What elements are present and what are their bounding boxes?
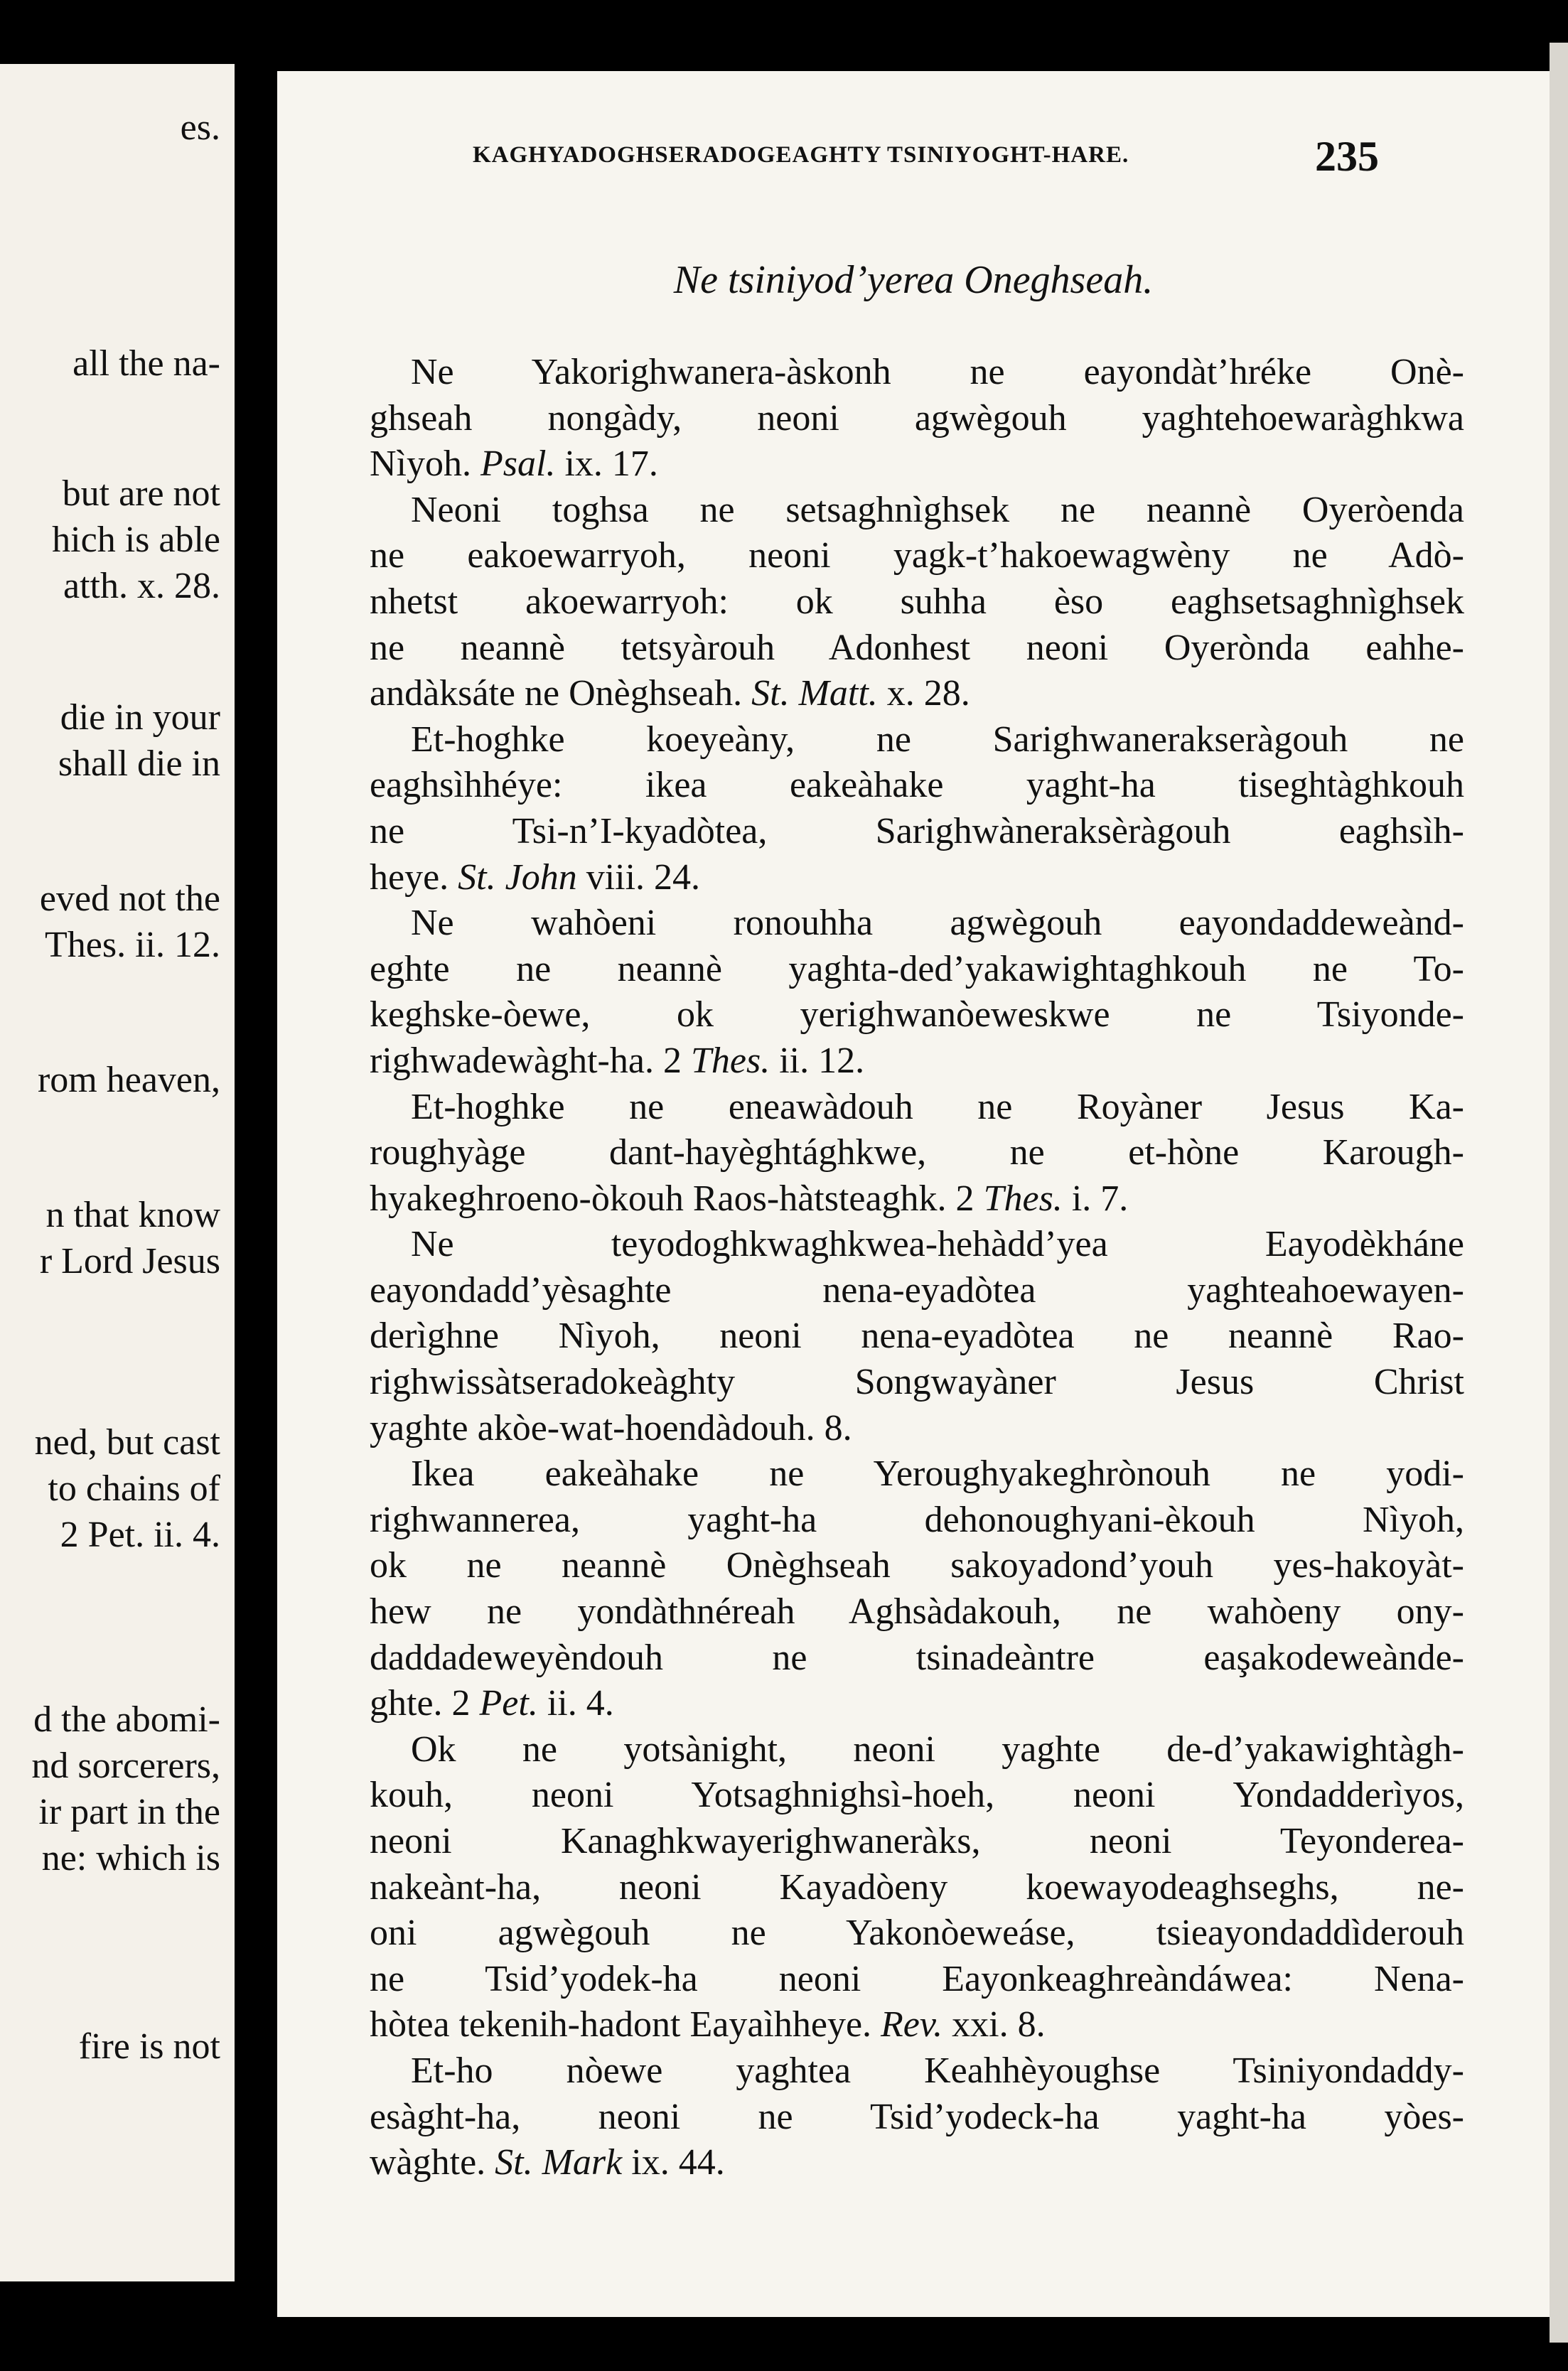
- left-page-line: rom heaven,: [37, 1060, 220, 1100]
- left-page-line: but are not: [62, 473, 220, 514]
- reference-numbers: x. 28.: [877, 673, 970, 714]
- line-text: eayondadd’yèsaghte nena-eyadòtea yaghteahoewayen-: [370, 1269, 1464, 1311]
- line-text: kouh, neoni Yotsaghnighsì-hoeh, neoni Yondadderìyos,: [370, 1775, 1464, 1816]
- text-line: [370, 1819, 1464, 1865]
- line-text: Et-hoghke koeyeàny, ne Sarighwanerakseràgouh ne: [411, 719, 1464, 760]
- reference-numbers: xxi. 8.: [943, 2004, 1046, 2045]
- text-line: [370, 350, 1464, 396]
- line-text: Ikea eakeàhake ne Yeroughyakeghrònouh ne yodi-: [411, 1453, 1464, 1495]
- line-text: righwannerea, yaght-ha dehonoughyani-èkouh Nìyoh,: [370, 1499, 1464, 1540]
- line-text: andàksáte ne Onèghseah.: [370, 673, 752, 714]
- line-text: hew ne yondàthnéreah Aghsàdakouh, ne wahòeny ony-: [370, 1591, 1464, 1633]
- line-text: hòtea tekenih-hadont Eayaìhheye.: [370, 2004, 881, 2045]
- scripture-reference: St. John: [458, 856, 577, 898]
- text-line: [370, 1130, 1464, 1176]
- reference-numbers: ix. 17.: [555, 443, 658, 485]
- text-line: [370, 579, 1464, 625]
- book-gutter: [235, 0, 277, 2371]
- left-page-line: ne: which is: [41, 1838, 220, 1878]
- right-page: [277, 71, 1550, 2317]
- text-line: [370, 1268, 1464, 1314]
- left-page-line: hich is able: [52, 520, 220, 560]
- line-text: keghske-òewe, ok yerighwanòeweskwe ne Tsiyonde-: [370, 994, 1464, 1036]
- scripture-reference: Psal.: [480, 443, 556, 485]
- line-text: Ne Yakorighwanera-àskonh ne eayondàt’hréke Onè-: [411, 352, 1464, 392]
- text-line: [370, 900, 1464, 947]
- line-text: Nìyoh.: [370, 443, 480, 485]
- line-text: eaghsìhhéye: ikea eakeàhake yaght-ha tiseghtàghkouh: [370, 765, 1464, 806]
- line-text: yaghte akòe-wat-hoendàdouh. 8.: [370, 1407, 852, 1448]
- left-page-line: shall die in: [58, 743, 220, 784]
- text-line: [370, 809, 1464, 855]
- text-line: [370, 855, 1464, 901]
- scripture-reference: Thes.: [690, 1040, 770, 1081]
- text-line: [370, 1222, 1464, 1268]
- left-page: [0, 64, 235, 2281]
- scripture-reference: St. Mark: [495, 2142, 623, 2183]
- text-line: [370, 1773, 1464, 1819]
- left-page-line: fire is not: [78, 2026, 220, 2067]
- page-number: 235: [1315, 133, 1379, 180]
- text-line: [370, 1406, 1464, 1452]
- text-line: [370, 1085, 1464, 1131]
- text-line: [370, 1865, 1464, 1911]
- text-line: [370, 1360, 1464, 1406]
- line-text: oni agwègouh ne Yakonòeweáse, tsieayondaddìderouh: [370, 1913, 1464, 1954]
- left-page-line: eved not the: [39, 878, 220, 919]
- line-text: wàghte.: [370, 2142, 495, 2183]
- left-page-line: atth. x. 28.: [63, 566, 220, 606]
- line-text: nhetst akoewarryoh: ok suhha èso eaghsetsaghnìghsek: [370, 581, 1464, 622]
- reference-numbers: viii. 24.: [576, 856, 701, 898]
- scripture-reference: Pet.: [479, 1683, 538, 1724]
- scripture-reference: Rev.: [881, 2004, 943, 2045]
- left-page-line: r Lord Jesus: [39, 1241, 220, 1281]
- line-text: Neoni toghsa ne setsaghnìghsek ne neannè Oyeròenda: [411, 489, 1464, 530]
- reference-numbers: ii. 4.: [537, 1683, 614, 1724]
- left-page-line: d the abomi-: [33, 1699, 220, 1740]
- text-line: [370, 1635, 1464, 1682]
- line-text: neoni Kanaghkwayerighwaneràks, neoni Teyonderea-: [370, 1821, 1464, 1861]
- text-line: [370, 763, 1464, 809]
- line-text: roughyàge dant-hayèghtághkwe, ne et-hòne Karough-: [370, 1132, 1464, 1173]
- running-head: KAGHYADOGHSERADOGEAGHTY TSINIYOGHT-HARE.: [473, 142, 1129, 168]
- left-page-line: es.: [180, 107, 220, 148]
- line-text: ghte. 2: [370, 1683, 480, 1724]
- text-line: [370, 1313, 1464, 1360]
- line-text: ne eakoewarryoh, neoni yagk-t’hakoewagwèny ne Adò-: [370, 535, 1464, 576]
- scripture-reference: Thes.: [983, 1178, 1063, 1219]
- text-line: [370, 1498, 1464, 1544]
- line-text: Et-hoghke ne eneawàdouh ne Royàner Jesus Ka-: [411, 1086, 1464, 1127]
- left-page-line: to chains of: [48, 1468, 220, 1509]
- line-text: derìghne Nìyoh, neoni nena-eyadòtea ne neannè Rao-: [370, 1316, 1464, 1357]
- text-line: [370, 1910, 1464, 1957]
- text-line: [370, 1176, 1464, 1222]
- text-line: [370, 2095, 1464, 2141]
- text-line: [370, 1589, 1464, 1635]
- line-text: Ne wahòeni ronouhha agwègouh eayondaddeweànd-: [411, 903, 1464, 944]
- line-text: ne Tsi-n’I-kyadòtea, Sarighwàneraksèràgouh eaghsìh-: [370, 810, 1464, 851]
- text-line: [370, 1727, 1464, 1773]
- left-page-line: ned, but cast: [34, 1422, 220, 1463]
- line-text: nakeànt-ha, neoni Kayadòeny koewayodeaghseghs, ne-: [370, 1866, 1464, 1908]
- line-text: ok ne neannè Onèghseah sakoyadond’youh yes-hakoyàt-: [370, 1545, 1464, 1586]
- text-line: [370, 533, 1464, 579]
- text-line: [370, 2140, 1464, 2186]
- scripture-reference: St. Matt.: [751, 673, 878, 714]
- line-text: ne neannè tetsyàrouh Adonhest neoni Oyerònda eahhe-: [370, 627, 1464, 668]
- text-line: [370, 625, 1464, 672]
- text-line: [370, 671, 1464, 717]
- left-page-line: Thes. ii. 12.: [45, 925, 220, 965]
- line-text: eghte ne neannè yaghta-ded’yakawightaghkouh ne To-: [370, 948, 1464, 989]
- section-title: Ne tsiniyod’yerea Oneghseah.: [673, 258, 1154, 302]
- line-text: Ok ne yotsànight, neoni yaghte de-d’yakawightàgh-: [411, 1728, 1464, 1770]
- text-line: [370, 1038, 1464, 1085]
- page-edge: [1550, 43, 1568, 2343]
- line-text: Et-ho nòewe yaghtea Keahhèyoughse Tsiniyondaddy-: [411, 2050, 1464, 2091]
- text-line: [370, 1543, 1464, 1589]
- line-text: daddadeweyèndouh ne tsinadeàntre eaşakodeweànde-: [370, 1637, 1464, 1678]
- left-page-line: die in your: [60, 697, 220, 738]
- text-line: [370, 441, 1464, 488]
- line-text: righwissàtseradokeàghty Songwayàner Jesus Christ: [370, 1362, 1464, 1403]
- text-line: [370, 2048, 1464, 2095]
- line-text: ne Tsid’yodek-ha neoni Eayonkeaghreàndáwea: Nena-: [370, 1958, 1464, 1999]
- text-line: [370, 1451, 1464, 1498]
- text-line: [370, 488, 1464, 534]
- text-line: [370, 1681, 1464, 1727]
- line-text: heye.: [370, 856, 458, 898]
- reference-numbers: i. 7.: [1062, 1178, 1129, 1219]
- text-line: [370, 992, 1464, 1038]
- reference-numbers: ii. 12.: [770, 1040, 865, 1081]
- line-text: hyakeghroeno-òkouh Raos-hàtsteaghk. 2: [370, 1178, 984, 1219]
- left-page-line: ir part in the: [38, 1792, 220, 1832]
- line-text: Ne teyodoghkwaghkwea-hehàdd’yea Eayodèkháne: [411, 1224, 1464, 1265]
- left-page-line: 2 Pet. ii. 4.: [60, 1515, 220, 1555]
- text-line: [370, 1957, 1464, 2003]
- line-text: ghseah nongàdy, neoni agwègouh yaghtehoewaràghkwa: [370, 397, 1464, 439]
- line-text: righwadewàght-ha. 2: [370, 1040, 691, 1081]
- text-line: [370, 717, 1464, 763]
- left-page-line: n that know: [45, 1195, 220, 1235]
- left-page-line: all the na-: [73, 343, 220, 384]
- body-text: [370, 350, 1464, 2186]
- reference-numbers: ix. 44.: [622, 2142, 725, 2183]
- text-line: [370, 947, 1464, 993]
- line-text: esàght-ha, neoni ne Tsid’yodeck-ha yaght-ha yòes-: [370, 2096, 1464, 2137]
- left-page-line: nd sorcerers,: [31, 1746, 220, 1786]
- text-line: [370, 396, 1464, 442]
- text-line: [370, 2002, 1464, 2048]
